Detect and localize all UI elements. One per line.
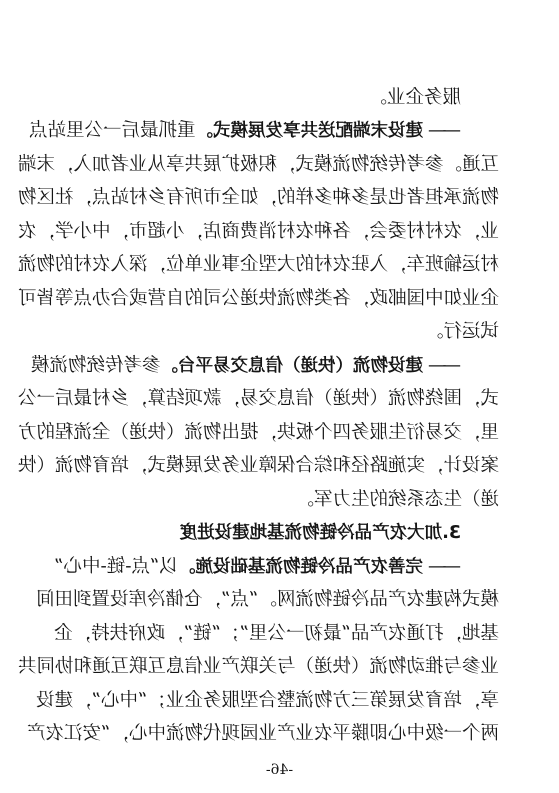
page-number: -46-: [265, 762, 294, 778]
paragraph-lead-line: [30, 352, 461, 380]
lead-text: 以“点-链-中心”: [54, 556, 178, 577]
paragraph-lead-line: [28, 117, 461, 145]
bold-lead-phrase: 建设末端配送共享发展模式。: [195, 121, 423, 141]
bold-lead-phrase: 建设物流（快递）信息交易平台。: [160, 356, 423, 376]
paragraph-lead-line: [54, 553, 461, 581]
text-line: 基地，打通农产品“最初一公里”；“链”，政府扶持，企: [54, 623, 499, 644]
text-line: 企业如中国邮政，各类物流快递公司的自营或合办点等皆可: [17, 288, 499, 309]
section-heading: 3.加大农产品冷链物流基地建设进度: [179, 523, 461, 543]
text-line: 物流承担者也是多种多样的，如全市所有乡村站点，社区物: [17, 187, 499, 208]
bold-lead-phrase: 完善农产品冷链物流基础设施。: [178, 557, 423, 577]
text-line: 互通。参考传统物流模式，积极扩展共享从业者加入，末端: [17, 154, 499, 175]
text-line: 两个一级中心即滕平农业产业园现代物流中心，“安江农产: [27, 723, 499, 744]
text-line: 模式构建农产品冷链物流网。“点”，仓储冷库设置到田间: [36, 589, 499, 610]
text-line: 案设计，实施路径和综合保障业务发展模式，培育物流（快: [17, 455, 499, 476]
text-line: 业参与推动物流（快递）与关联产业信息互联互通和协同共: [17, 656, 499, 677]
text-line: 式，围绕物流（快递）信息交易，款项结算，乡村最后一公: [17, 388, 499, 409]
em-dash: ——: [432, 556, 461, 577]
text-line: 里，交易衍生服务四个板块，提出物流（快递）全流程的方: [17, 422, 499, 443]
text-line: 试运行。: [424, 321, 499, 342]
lead-text: 重抓最后一公里站点: [28, 120, 196, 141]
text-line: 村运输班车，入驻农村的大型企事业单位，深入农村的物流: [17, 254, 499, 275]
text-line: 服务企业。: [368, 87, 461, 108]
text-line: 递）生态系统的生力军。: [295, 489, 499, 510]
text-line: 享，培育发展第三方物流整合型服务企业；“中心”，建设: [36, 690, 499, 711]
em-dash: ——: [432, 120, 461, 141]
em-dash: ——: [432, 355, 461, 376]
text-line: 业，农村村委会，各种农村消费商店，小超市，中小学，农: [17, 221, 499, 242]
lead-text: 参考传统物流模: [30, 355, 161, 376]
